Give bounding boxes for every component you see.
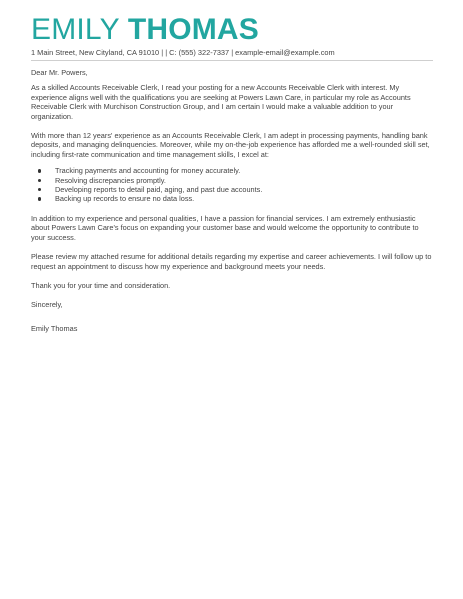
paragraph-thanks: Thank you for your time and consideration. [31, 280, 171, 290]
skills-list [31, 166, 433, 204]
paragraph-follow-up: Please review my attached resume for additional details regarding my expertise and career achievements. I will follow up to request an appointment to discuss how my experience and background meets your needs. [31, 252, 432, 271]
closing: Sincerely, [31, 300, 63, 310]
list-item-text: Developing reports to detail paid, aging, and past due accounts. [55, 185, 263, 195]
list-item-text: Tracking payments and accounting for money accurately. [55, 166, 241, 176]
letter-body [31, 68, 433, 333]
paragraph-experience: With more than 12 years' experience as an Accounts Receivable Clerk, I am adept in processing payments, handling bank deposits, and managing delinquencies. Moreover, while my on-the-job experience has afforded me a well-rounded skill set, including first-rate communication and time management skills, I excel at: [31, 131, 430, 159]
header-divider [31, 60, 433, 61]
signature: Emily Thomas [31, 323, 78, 333]
bullet-icon [38, 179, 41, 182]
first-name: EMILY [31, 13, 120, 46]
list-item [31, 194, 433, 203]
list-item-text: Backing up records to ensure no data loss. [55, 194, 195, 204]
bullet-icon [38, 197, 41, 200]
last-name: THOMAS [127, 13, 260, 46]
list-item [31, 176, 433, 185]
salutation: Dear Mr. Powers, [31, 68, 88, 77]
bullet-icon [38, 188, 41, 191]
paragraph-passion: In addition to my experience and personal qualities, I have a passion for financial services. I am extremely enthusiastic about Powers Lawn Care's focus on expanding your customer base and would welcome the opportunity to contribute to your success. [31, 213, 419, 242]
applicant-name [31, 14, 433, 46]
bullet-icon [38, 169, 41, 172]
paragraph-intro: As a skilled Accounts Receivable Clerk, I read your posting for a new Accounts Receivable Clerk with interest. My experience aligns well with the qualifications you are seeking at Powers Lawn Care, in particular my role as Accounts Receivable Clerk with Murchison Construction Group, and I am certain I would make a valuable addition to your organization. [31, 83, 411, 121]
contact-line: 1 Main Street, New Cityland, CA 91010 | | C: (555) 322-7337 | example-email@example.com [31, 48, 335, 57]
list-item-text: Resolving discrepancies promptly. [55, 175, 166, 185]
list-item [31, 166, 433, 175]
list-item [31, 185, 433, 194]
